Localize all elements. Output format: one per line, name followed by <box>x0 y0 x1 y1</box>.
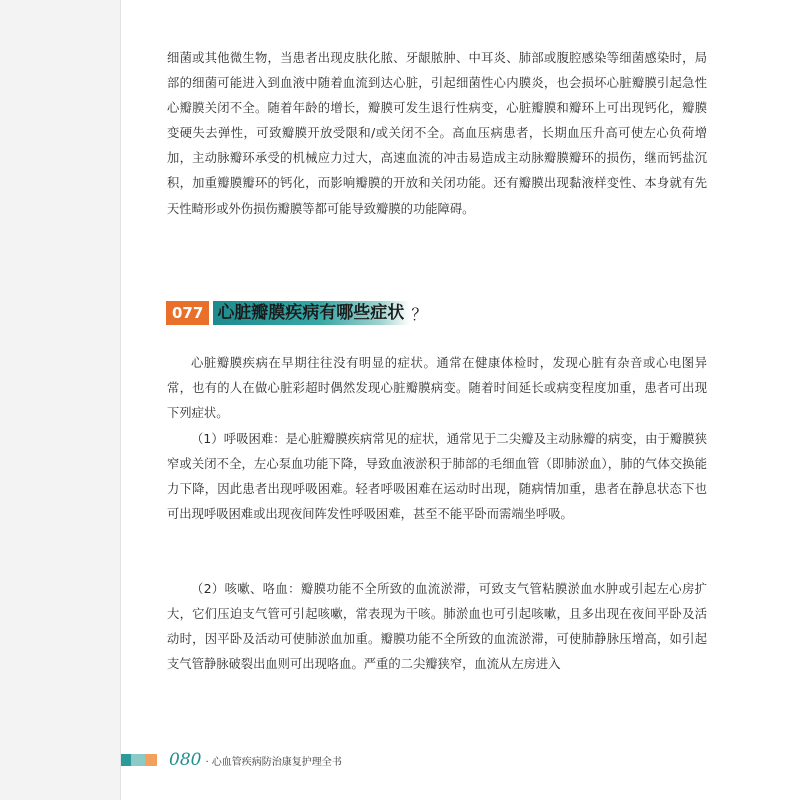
paragraph-causes: 细菌或其他微生物，当患者出现皮肤化脓、牙龈脓肿、中耳炎、肺部或腹腔感染等细菌感染时，局部的细菌可能进入到血液中随着血流到达心脏，引起细菌性心内膜炎，也会损坏心脏瓣膜引起急性心瓣膜关闭不全。随着年龄的增长，瓣膜可发生退行性病变，心脏瓣膜和瓣环上可出现钙化，瓣膜变硬失去弹性，可致瓣膜开放受限和/或关闭不全。高血压病患者，长期血压升高可使左心负荷增加，主动脉瓣环承受的机械应力过大，高速血流的冲击易造成主动脉瓣膜瓣环的损伤，继而钙盐沉积，加重瓣膜瓣环的钙化，而影响瓣膜的开放和关闭功能。还有瓣膜出现黏液样变性、本身就有先天性畸形或外伤损伤瓣膜等都可能导致瓣膜的功能障碍。 <box>167 51 707 216</box>
book-page <box>121 0 800 800</box>
footer-color-bar-teal <box>121 754 131 766</box>
section-title-question-mark: ？ <box>411 304 428 324</box>
footer-color-bar-orange <box>145 754 157 766</box>
section-title: 心脏瓣膜疾病有哪些症状 <box>213 301 410 325</box>
paragraph-intro: 心脏瓣膜疾病在早期往往没有明显的症状。通常在健康体检时，发现心脏有杂音或心电图异常，也有的人在做心脏彩超时偶然发现心脏瓣膜病变。随着时间延长或病变程度加重，患者可出现下列症状。 <box>167 356 707 421</box>
footer-color-bar-light-teal <box>131 754 145 766</box>
page-footer <box>121 750 342 770</box>
section-number-badge: 077 <box>166 301 209 325</box>
paragraph-symptom-dyspnea: （1）呼吸困难：是心脏瓣膜疾病常见的症状，通常见于二尖瓣及主动脉瓣的病变，由于瓣膜狭窄或关闭不全，左心泵血功能下降，导致血液淤积于肺部的毛细血管（即肺淤血），肺的气体交换能力下降，因此患者出现呼吸困难。轻者呼吸困难在运动时出现，随病情加重，患者在静息状态下也可出现呼吸困难或出现夜间阵发性呼吸困难，甚至不能平卧而需端坐呼吸。 <box>167 432 707 522</box>
paragraph-symptom-cough: （2）咳嗽、咯血：瓣膜功能不全所致的血流淤滞，可致支气管粘膜淤血水肿或引起左心房扩大，它们压迫支气管可引起咳嗽，常表现为干咳。肺淤血也可引起咳嗽，且多出现在夜间平卧及活动时，因平卧及活动可使肺淤血加重。瓣膜功能不全所致的血流淤滞，可使肺静脉压增高，如引起支气管静脉破裂出血则可出现咯血。严重的二尖瓣狭窄，血流从左房进入 <box>167 582 707 672</box>
page-number: 080 <box>169 750 202 770</box>
section-heading <box>166 301 427 325</box>
book-title: · 心血管疾病防治康复护理全书 <box>205 756 342 768</box>
